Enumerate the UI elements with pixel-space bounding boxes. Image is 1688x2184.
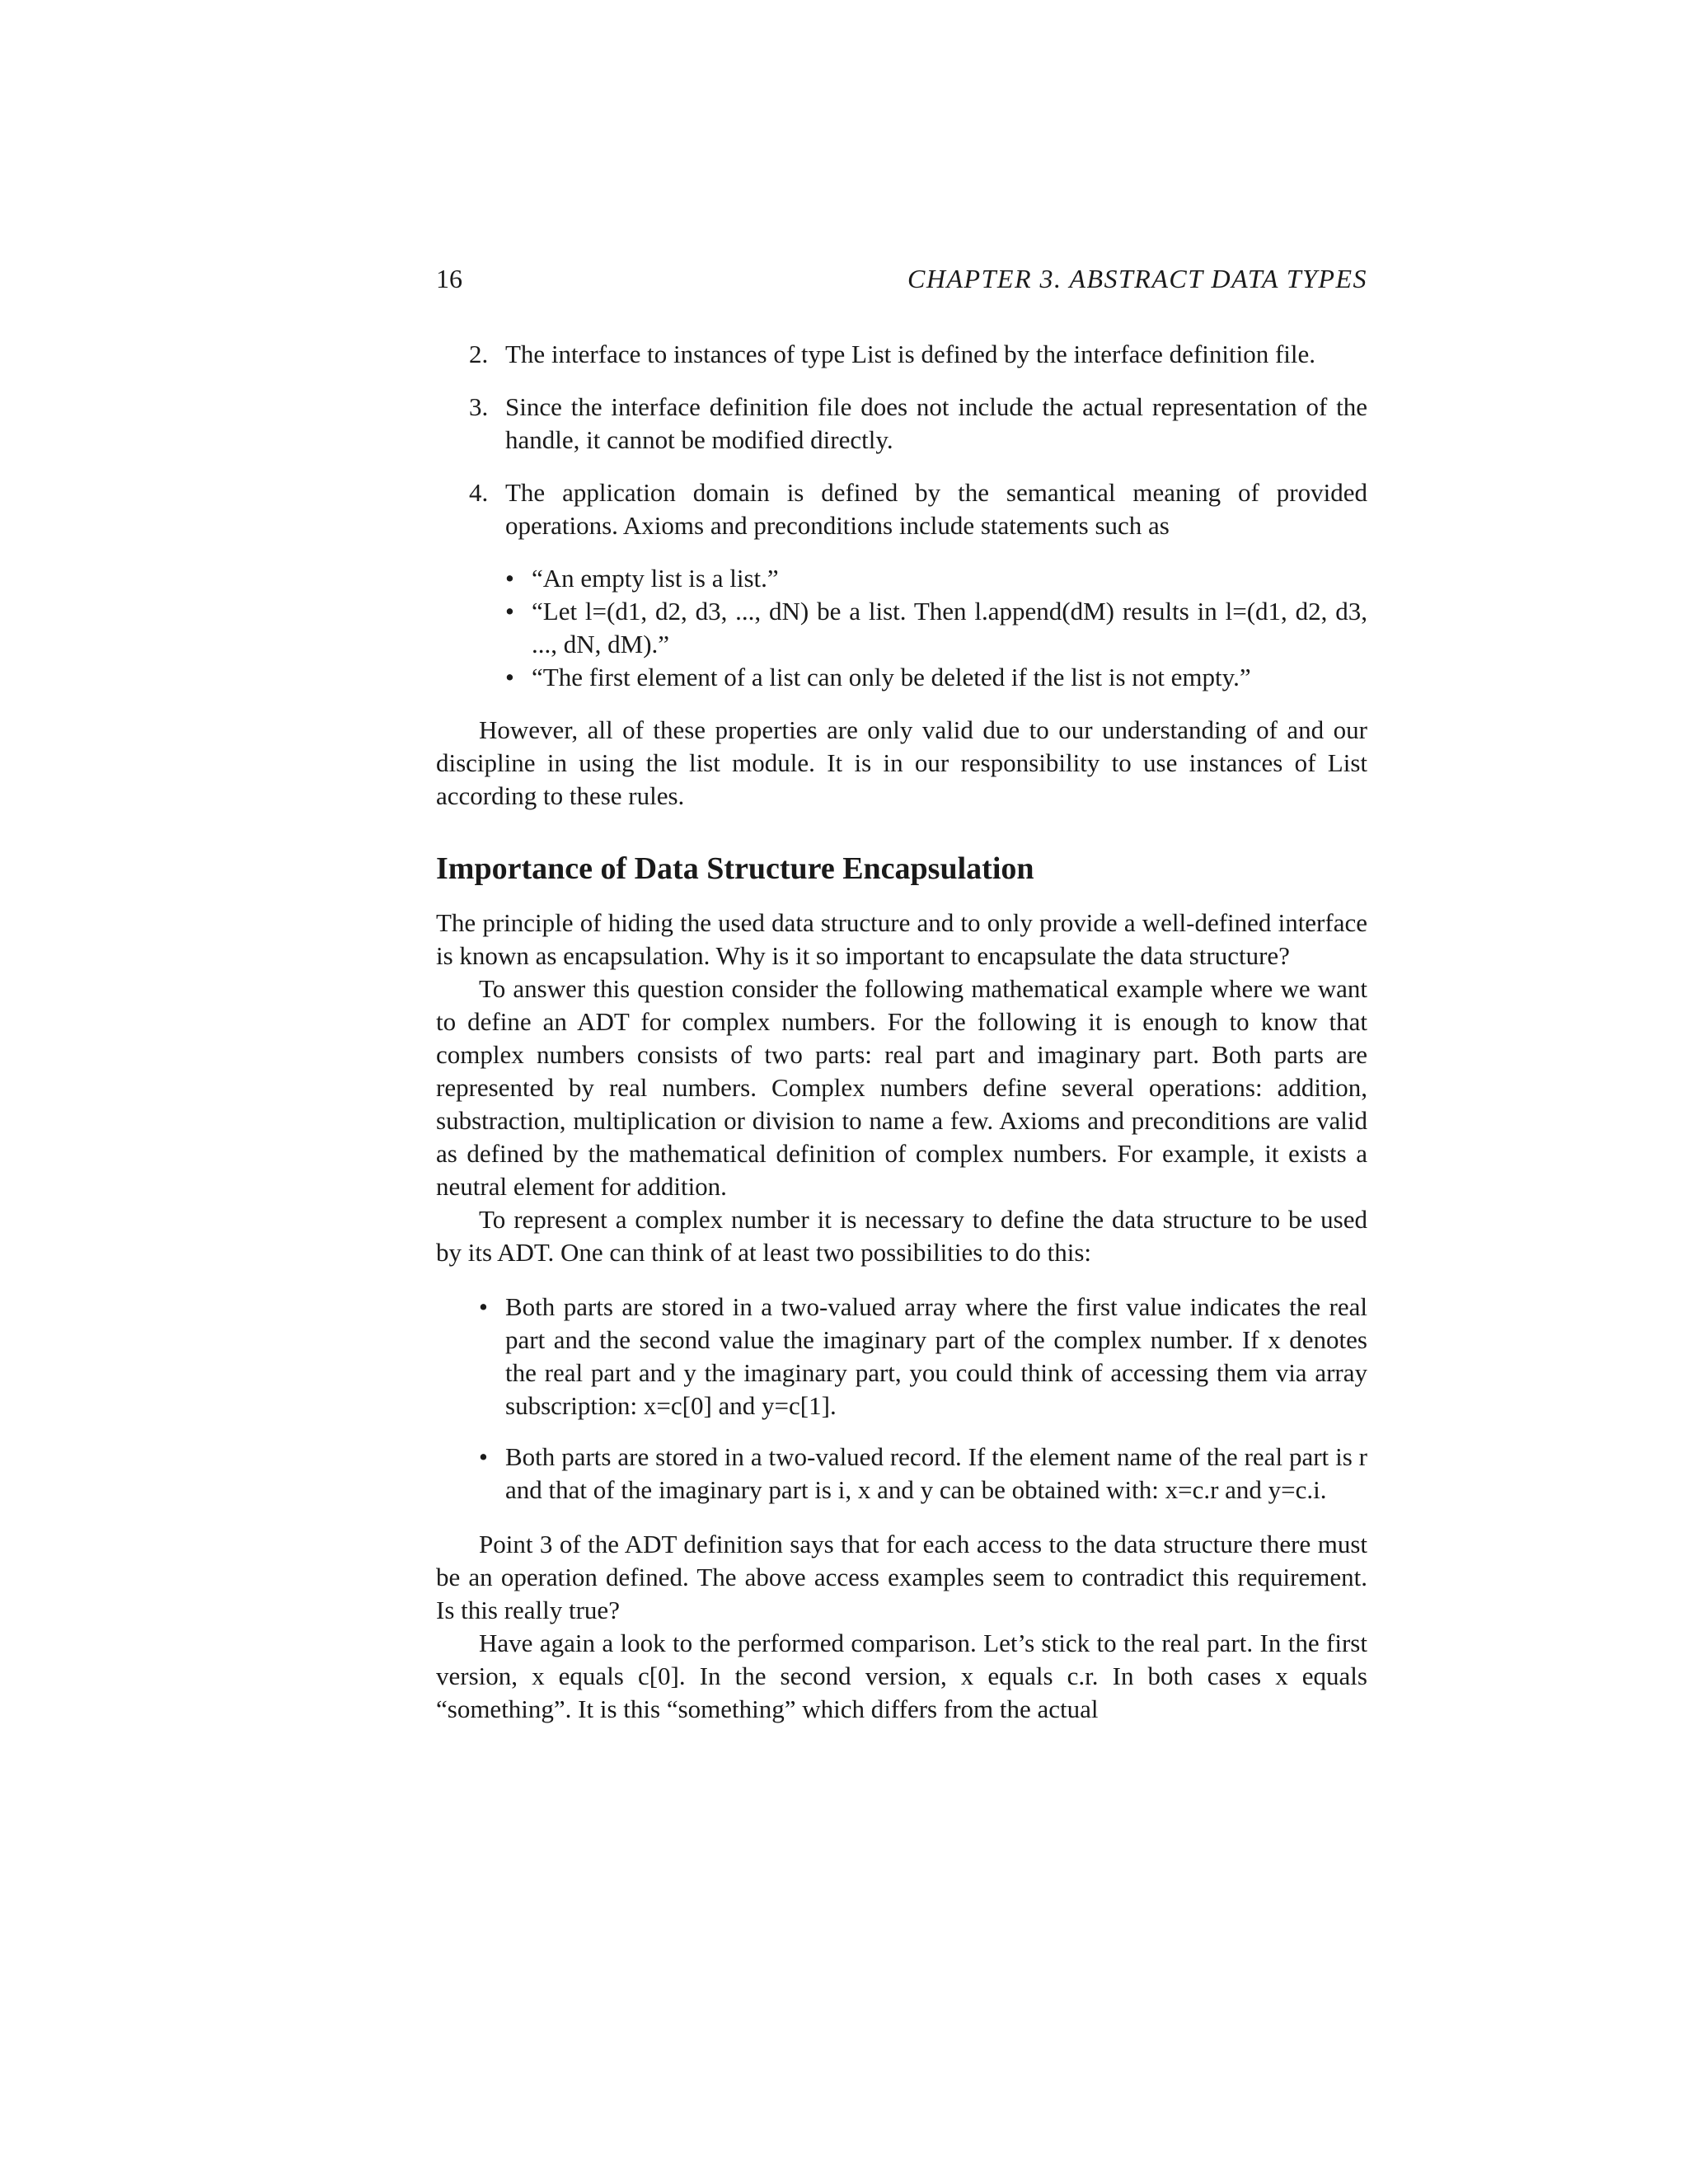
chapter-title: CHAPTER 3. ABSTRACT DATA TYPES xyxy=(907,264,1367,293)
bullet-text: “An empty list is a list.” xyxy=(532,564,779,593)
list-item xyxy=(436,391,1367,457)
bullet-icon: • xyxy=(479,1442,488,1471)
list-item xyxy=(436,338,1367,371)
page-number: 16 xyxy=(436,264,462,293)
item-text: The interface to instances of type List is defined by the interface definition file. xyxy=(505,340,1316,368)
paragraph-however: However, all of these properties are only valid due to our understanding of and our discipline in using the list module. It is in our responsibility to use instances of List according to these rules. xyxy=(436,715,1367,810)
bullet-text: Both parts are stored in a two-valued record. If the element name of the real part is r and that of the imaginary part is i, x and y can be obtained with: x=c.r and y=c.i. xyxy=(505,1442,1367,1504)
list-item xyxy=(505,595,1367,661)
item-text: The application domain is defined by the semantical meaning of provided operations. Axioms and preconditions include statements such as xyxy=(505,478,1367,540)
axiom-bullet-list xyxy=(505,562,1367,694)
item-number: 2. xyxy=(469,340,489,368)
item-text: Since the interface definition file does not include the actual representation of the handle, it cannot be modified directly. xyxy=(505,392,1367,454)
list-item xyxy=(479,1441,1367,1507)
section-heading: Importance of Data Structure Encapsulation xyxy=(436,851,1034,886)
item-number: 3. xyxy=(469,392,489,421)
list-item xyxy=(505,562,1367,595)
list-item xyxy=(436,476,1367,694)
paragraph-principle: The principle of hiding the used data structure and to only provide a well-defined interface is known as encapsulation. Why is it so important to encapsulate the data structure? xyxy=(436,908,1367,970)
numbered-list xyxy=(436,338,1367,694)
bullet-text: “Let l=(d1, d2, d3, ..., dN) be a list. Then l.append(dM) results in l=(d1, d2, d3, ..., dN, dM).” xyxy=(532,597,1367,658)
bullet-icon: • xyxy=(505,597,514,626)
list-item xyxy=(479,1291,1367,1422)
paragraph-represent: To represent a complex number it is necessary to define the data structure to be used by its ADT. One can think of at least two possibilities to do this: xyxy=(436,1205,1367,1267)
paragraph-point3: Point 3 of the ADT definition says that for each access to the data structure there must be an operation defined. The above access examples seem to contradict this requirement. Is this really true? xyxy=(436,1530,1367,1624)
bullet-icon: • xyxy=(505,663,514,691)
item-number: 4. xyxy=(469,478,489,507)
page-body xyxy=(436,338,1367,1726)
list-item xyxy=(505,661,1367,694)
bullet-text: “The first element of a list can only be deleted if the list is not empty.” xyxy=(532,663,1251,691)
possibility-bullet-list xyxy=(479,1291,1367,1507)
paragraph-again: Have again a look to the performed comparison. Let’s stick to the real part. In the first version, x equals c[0]. In the second version, x equals c.r. In both cases x equals “something”. It is this “something” which differs from the actual xyxy=(436,1629,1367,1723)
bullet-icon: • xyxy=(505,564,514,593)
bullet-icon: • xyxy=(479,1292,488,1321)
bullet-text: Both parts are stored in a two-valued array where the first value indicates the real part and the second value the imaginary part of the complex number. If x denotes the real part and y the imaginary part, you could think of accessing them via array subscription: x=c[0] and y=c[1]. xyxy=(505,1292,1367,1420)
paragraph-answer: To answer this question consider the following mathematical example where we want to define an ADT for complex numbers. For the following it is enough to know that complex numbers consists of two parts: real part and imaginary part. Both parts are represented by real numbers. Complex numbers define several operations: addition, substraction, multiplication or division to name a few. Axioms and preconditions are valid as defined by the mathematical definition of complex numbers. For example, it exists a neutral element for addition. xyxy=(436,974,1367,1201)
